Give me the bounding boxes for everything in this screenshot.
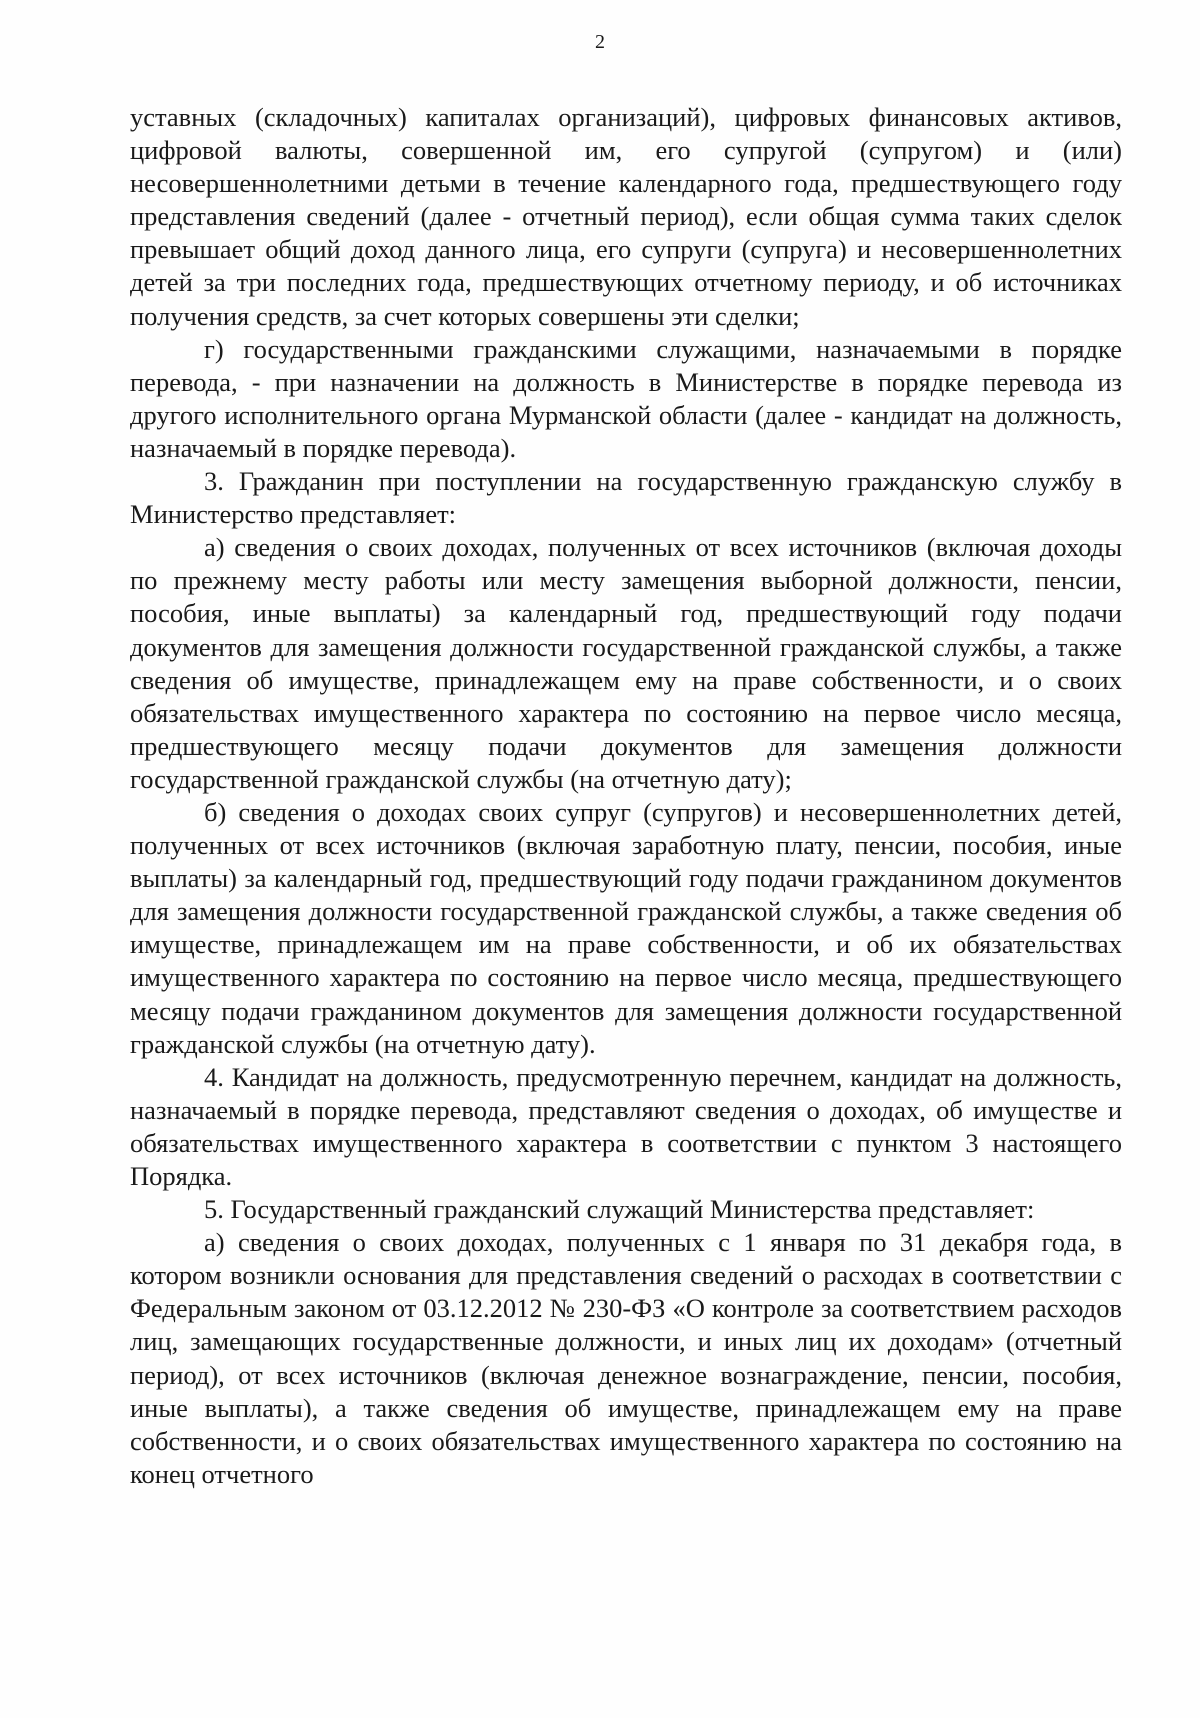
paragraph-section-3b: б) сведения о доходах своих супруг (супругов) и несовершеннолетних детей, полученных от всех источников (включая заработную плату, пенсии, пособия, иные выплаты) за календарный год, предшествующий году подачи гражданином документов для замещения должности государственной гражданской службы, а также сведения об имуществе, принадлежащем им на праве собственности, и об их обязательствах имущественного характера по состоянию на первое число месяца, предшествующего месяцу подачи гражданином документов для замещения должности государственной гражданской службы (на отчетную дату). <box>130 796 1122 1059</box>
paragraph-section-3: 3. Гражданин при поступлении на государственную гражданскую службу в Министерство представляет: <box>130 466 1122 530</box>
paragraph-continuation: уставных (складочных) капиталах организаций), цифровых финансовых активов, цифровой валюты, совершенной им, его супругой (супругом) и (или) несовершеннолетними детьми в течение календарного года, предшествующего году представления сведений (далее - отчетный период), если общая сумма таких сделок превышает общий доход данного лица, его супруги (супруга) и несовершеннолетних детей за три последних года, предшествующих отчетному периоду, и об источниках получения средств, за счет которых совершены эти сделки; <box>130 102 1122 331</box>
paragraph-section-3a: а) сведения о своих доходах, полученных от всех источников (включая доходы по прежнему месту работы или месту замещения выборной должности, пенсии, пособия, иные выплаты) за календарный год, предшествующий году подачи документов для замещения должности государственной гражданской службы, а также сведения об имуществе, принадлежащем ему на праве собственности, и о своих обязательствах имущественного характера по состоянию на первое число месяца, предшествующего месяцу подачи документов для замещения должности государственной гражданской службы (на отчетную дату); <box>130 532 1122 794</box>
paragraph-item-g: г) государственными гражданскими служащими, назначаемыми в порядке перевода, - при назначении на должность в Министерстве в порядке перевода из другого исполнительного органа Мурманской области (далее - кандидат на должность, назначаемый в порядке перевода). <box>130 333 1122 463</box>
page-number: 2 <box>595 31 605 53</box>
paragraph-section-5a: а) сведения о своих доходах, полученных с 1 января по 31 декабря года, в котором возникли основания для представления сведений о расходах в соответствии с Федеральным законом от 03.12.2012 № 230-ФЗ «О контроле за соответствием расходов лиц, замещающих государственные должности, и иных лиц их доходам» (отчетный период), от всех источников (включая денежное вознаграждение, пенсии, пособия, иные выплаты), а также сведения об имуществе, принадлежащем ему на праве собственности, и о своих обязательствах имущественного характера по состоянию на конец отчетного <box>130 1227 1122 1489</box>
paragraph-section-5: 5. Государственный гражданский служащий Министерства представляет: <box>204 1194 1035 1225</box>
paragraph-section-4: 4. Кандидат на должность, предусмотренную перечнем, кандидат на должность, назначаемый в порядке перевода, представляют сведения о доходах, об имуществе и обязательствах имущественного характера в соответствии с пунктом 3 настоящего Порядка. <box>130 1061 1122 1191</box>
document-body <box>130 101 1122 1491</box>
